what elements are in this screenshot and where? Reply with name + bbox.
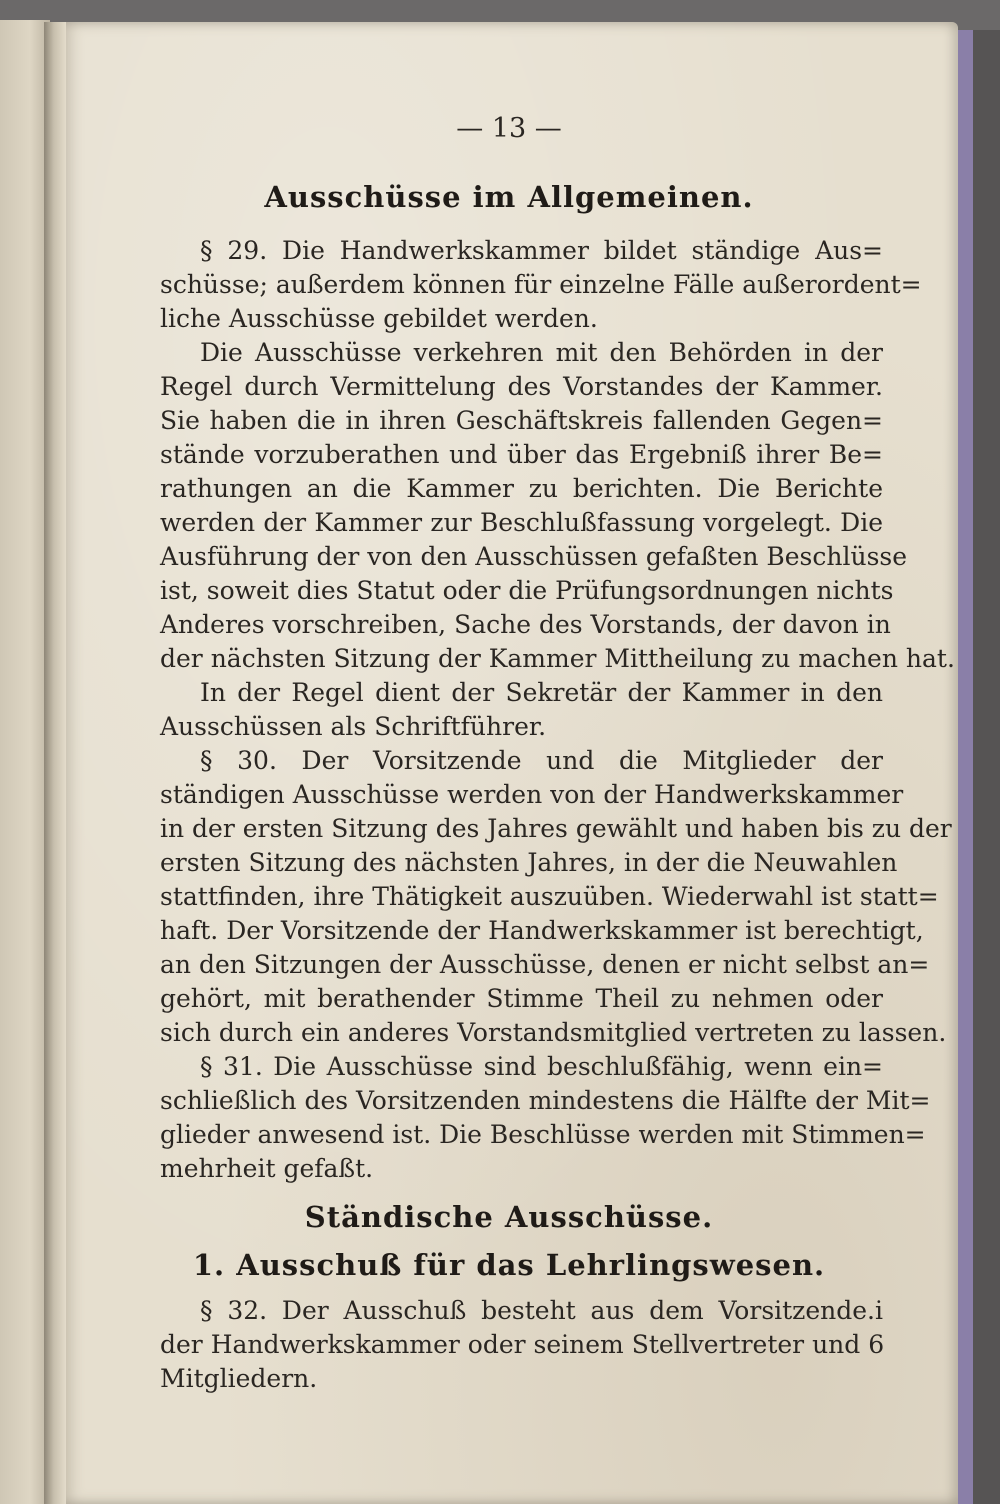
- text-line: § 32. Der Ausschuß besteht aus dem Vorsitzende.i: [200, 1296, 883, 1325]
- text-line: schüsse; außerdem können für einzelne Fälle außerordent=: [160, 270, 922, 299]
- page-number: — 13 —: [456, 113, 562, 144]
- heading-apprenticeship-committee: 1. Ausschuß für das Lehrlingswesen.: [192, 1248, 826, 1282]
- text-line: Ausführung der von den Ausschüssen gefaßten Beschlüsse: [160, 542, 908, 571]
- text-line: haft. Der Vorsitzende der Handwerkskammer ist berechtigt,: [160, 916, 924, 945]
- book-page: [60, 22, 958, 1504]
- text-line: stattfinden, ihre Thätigkeit auszuüben. Wiederwahl ist statt=: [160, 882, 939, 911]
- text-line: der Handwerkskammer oder seinem Stellvertreter und 6: [160, 1330, 885, 1359]
- text-line: In der Regel dient der Sekretär der Kammer in den: [200, 678, 883, 707]
- text-line: ständigen Ausschüsse werden von der Handwerkskammer: [160, 780, 904, 809]
- text-line: rathungen an die Kammer zu berichten. Die Berichte: [160, 474, 883, 503]
- text-line: an den Sitzungen der Ausschüsse, denen er nicht selbst an=: [160, 950, 930, 979]
- page-gutter: [44, 22, 66, 1504]
- text-line: schließlich des Vorsitzenden mindestens die Hälfte der Mit=: [160, 1086, 931, 1115]
- text-line: glieder anwesend ist. Die Beschlüsse werden mit Stimmen=: [160, 1120, 926, 1149]
- heading-standing-committees: Ständische Ausschüsse.: [304, 1200, 714, 1234]
- text-line: Mitgliedern.: [160, 1364, 318, 1393]
- text-line: ist, soweit dies Statut oder die Prüfungsordnungen nichts: [160, 576, 894, 605]
- text-line: ersten Sitzung des nächsten Jahres, in der die Neuwahlen: [160, 848, 898, 877]
- text-line: liche Ausschüsse gebildet werden.: [160, 304, 598, 333]
- text-line: in der ersten Sitzung des Jahres gewählt und haben bis zu der: [160, 814, 952, 843]
- text-line: Ausschüssen als Schriftführer.: [160, 712, 547, 741]
- left-page-edge: [0, 20, 50, 1504]
- text-line: Die Ausschüsse verkehren mit den Behörden in der: [200, 338, 883, 367]
- text-line: Anderes vorschreiben, Sache des Vorstands, der davon in: [160, 610, 891, 639]
- text-line: gehört, mit berathender Stimme Theil zu nehmen oder: [160, 984, 883, 1013]
- text-line: der nächsten Sitzung der Kammer Mittheilung zu machen hat.: [160, 644, 955, 673]
- text-line: sich durch ein anderes Vorstandsmitglied vertreten zu lassen.: [160, 1018, 947, 1047]
- text-line: mehrheit gefaßt.: [160, 1154, 374, 1183]
- text-line: § 30. Der Vorsitzende und die Mitglieder der: [200, 746, 883, 775]
- text-line: werden der Kammer zur Beschlußfassung vorgelegt. Die: [160, 508, 883, 537]
- heading-general-committees: Ausschüsse im Allgemeinen.: [264, 180, 754, 214]
- text-line: § 29. Die Handwerkskammer bildet ständige Aus=: [200, 236, 883, 265]
- text-line: stände vorzuberathen und über das Ergebniß ihrer Be=: [160, 440, 883, 469]
- text-line: Regel durch Vermittelung des Vorstandes der Kammer.: [160, 372, 883, 401]
- text-line: § 31. Die Ausschüsse sind beschlußfähig, wenn ein=: [200, 1052, 883, 1081]
- text-line: Sie haben die in ihren Geschäftskreis fallenden Gegen=: [160, 406, 883, 435]
